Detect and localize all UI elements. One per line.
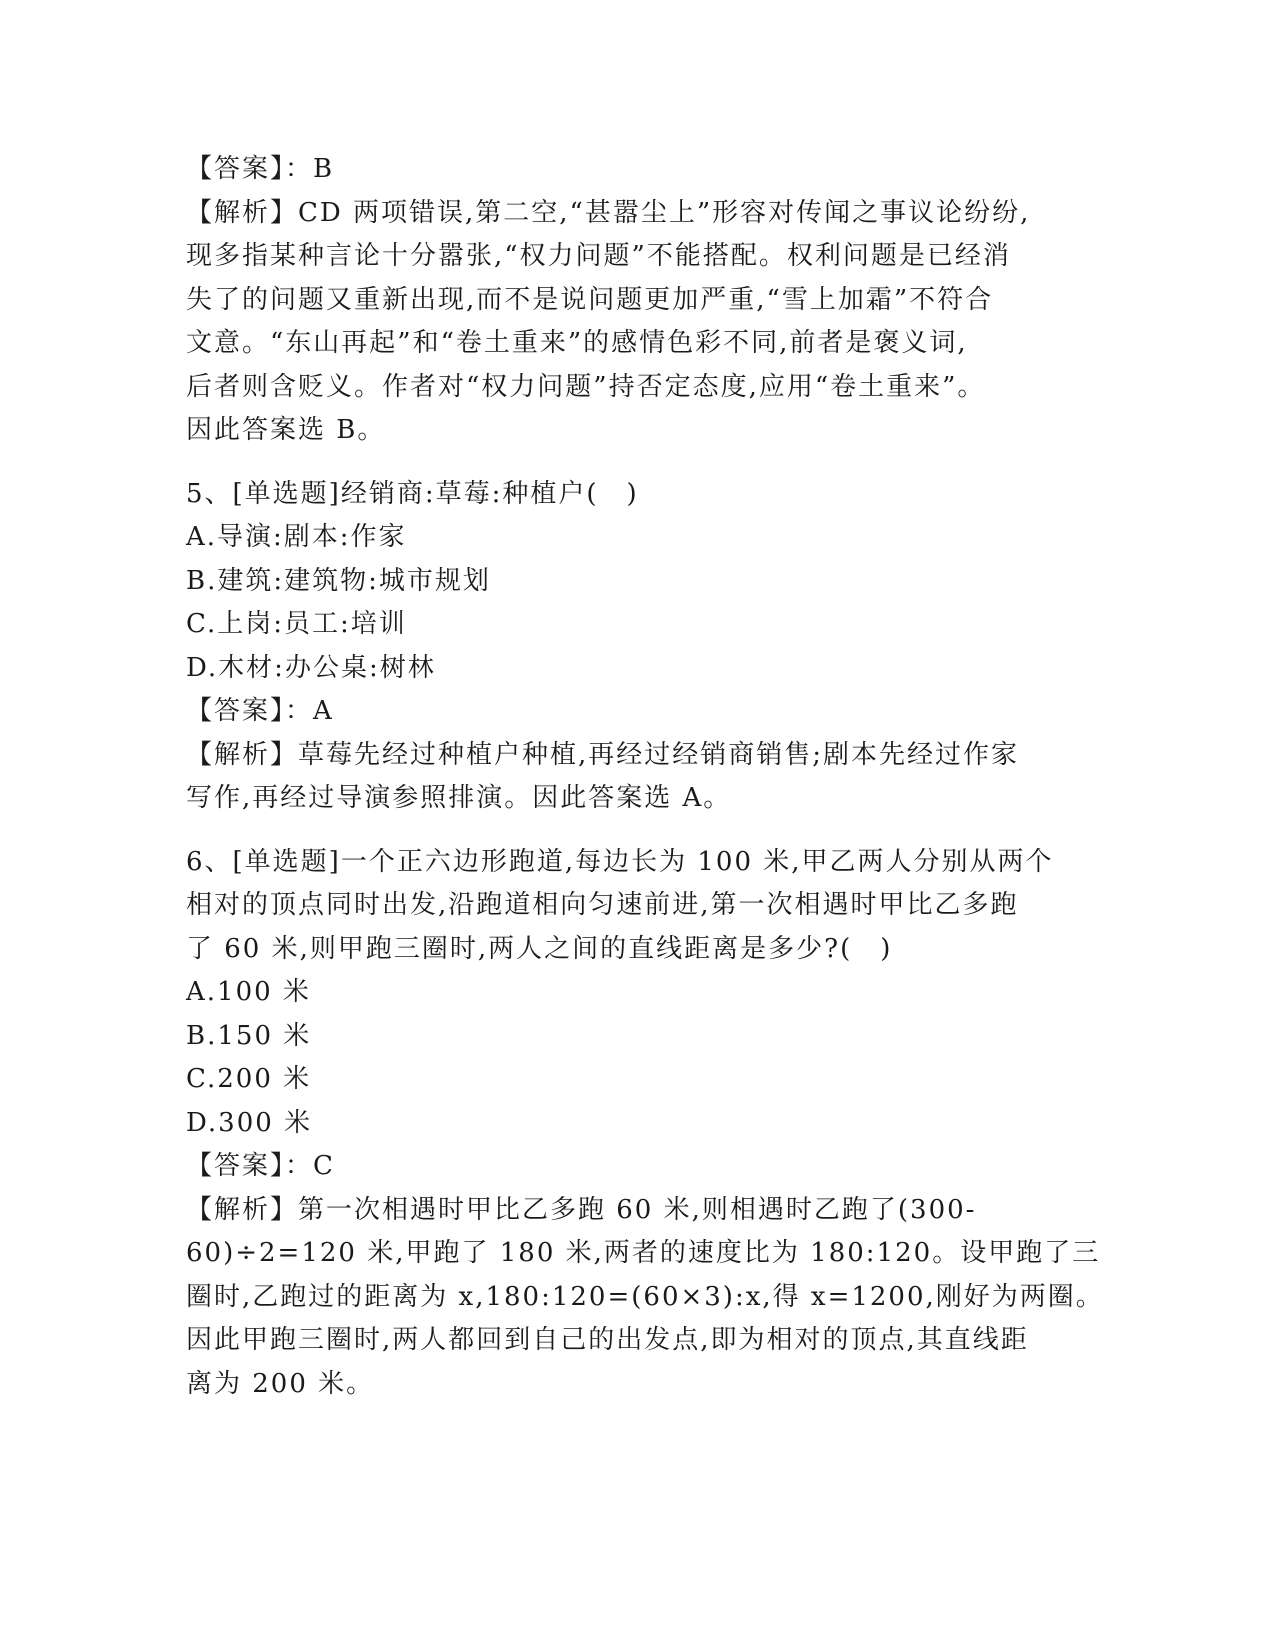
option-c: C.200 米	[186, 1064, 312, 1094]
analysis-line: 失了的问题又重新出现,而不是说问题更加严重,“雪上加霜”不符合	[186, 284, 994, 315]
analysis-line: 60)÷2=120 米,甲跑了 180 米,两者的速度比为 180:120。设甲跑了三	[186, 1238, 1101, 1268]
analysis-line: 因此答案选 B。	[186, 415, 386, 445]
option-d: D.300 米	[186, 1107, 313, 1138]
question-5	[186, 473, 1086, 821]
question-stem: 5、[单选题]经销商:草莓:种植户( )	[186, 478, 639, 509]
option-a: A.导演:剧本:作家	[186, 522, 407, 552]
answer-line: 【答案】：B	[186, 154, 335, 184]
analysis-line: 【解析】CD 两项错误,第二空,“甚嚣尘上”形容对传闻之事议论纷纷,	[186, 197, 1031, 228]
option-b: B.150 米	[186, 1020, 312, 1051]
analysis-line: 圈时,乙跑过的距离为 x,180:120=(60×3):x,得 x=1200,刚好为两圈。	[186, 1281, 1104, 1312]
analysis-line: 离为 200 米。	[186, 1368, 375, 1399]
analysis-line: 后者则含贬义。作者对“权力问题”持否定态度,应用“卷土重来”。	[186, 371, 986, 402]
analysis-line: 【解析】草莓先经过种植户种植,再经过经销商销售;剧本先经过作家	[186, 739, 1020, 770]
question-6	[186, 841, 1104, 1407]
question-stem: 了 60 米,则甲跑三圈时,两人之间的直线距离是多少?( )	[186, 933, 893, 964]
option-c: C.上岗:员工:培训	[186, 609, 407, 639]
question-stem: 相对的顶点同时出发,沿跑道相向匀速前进,第一次相遇时甲比乙多跑	[186, 890, 1019, 920]
prev-question-block	[186, 148, 1086, 453]
analysis-line: 【解析】第一次相遇时甲比乙多跑 60 米,则相遇时乙跑了(300-	[186, 1194, 977, 1225]
analysis-line: 文意。“东山再起”和“卷土重来”的感情色彩不同,前者是褒义词,	[186, 328, 968, 358]
option-b: B.建筑:建筑物:城市规划	[186, 565, 491, 596]
answer-line: 【答案】：C	[186, 1151, 335, 1181]
option-a: A.100 米	[186, 977, 311, 1007]
analysis-line: 写作,再经过导演参照排演。因此答案选 A。	[186, 783, 732, 813]
analysis-line: 现多指某种言论十分嚣张,“权力问题”不能搭配。权利问题是已经消	[186, 241, 1011, 271]
option-d: D.木材:办公桌:树林	[186, 652, 436, 683]
analysis-line: 因此甲跑三圈时,两人都回到自己的出发点,即为相对的顶点,其直线距	[186, 1325, 1029, 1355]
document-page	[186, 148, 1104, 1406]
answer-line: 【答案】：A	[186, 696, 334, 726]
question-stem: 6、[单选题]一个正六边形跑道,每边长为 100 米,甲乙两人分别从两个	[186, 846, 1054, 877]
